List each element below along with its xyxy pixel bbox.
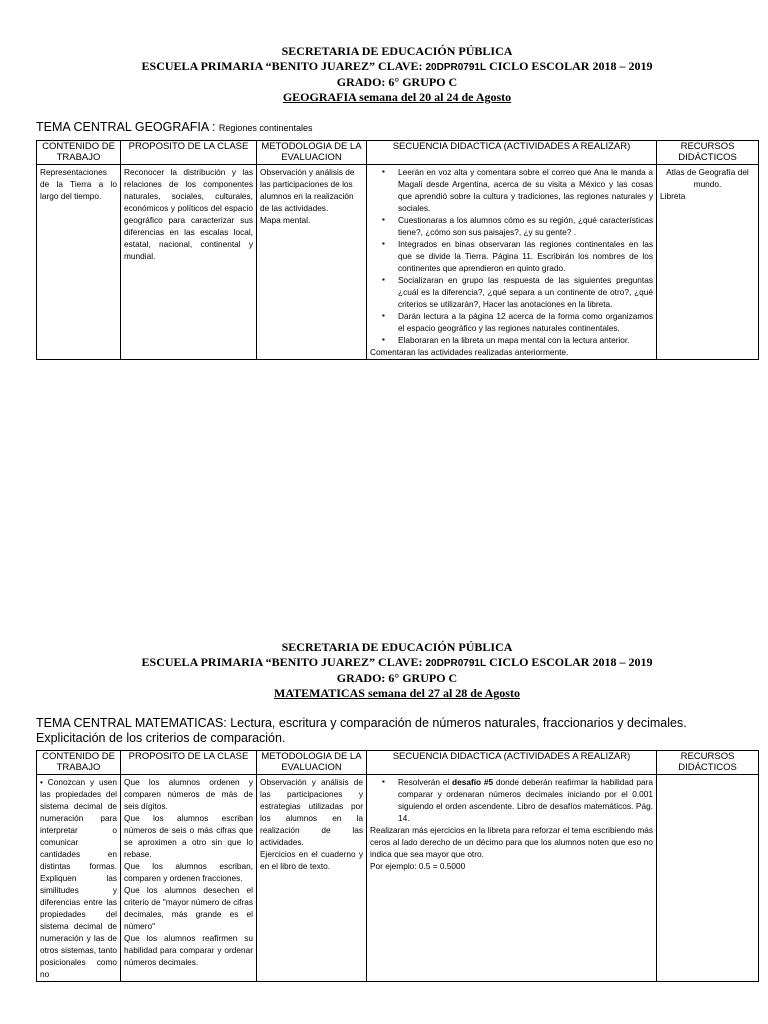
proposito-item: Que los alumnos reafirmen su habilidad para comparar y ordenar números decimales. (124, 933, 253, 967)
header-ministry: SECRETARIA DE EDUCACIÓN PÚBLICA (281, 44, 513, 58)
activity-item: ▪ Elaboraran en la libreta un mapa mental con la lectura anterior. (398, 334, 653, 346)
activity-item: ▪ Resolverán el desafío #5 donde deberán reafirmar la habilidad para comparar y ordenaran números decimales iniciando por el 0.001 siguiendo el orden ascendente. Libro de desafíos matemáticos. Pág. 14. (398, 776, 653, 824)
header-school: ESCUELA PRIMARIA “BENITO JUAREZ” CLAVE: 20DPR0791L CICLO ESCOLAR 2018 – 2019 (141, 654, 653, 669)
activity-item: ▪ Integrados en binas observaran las regiones continentales en las que se divide la Tierra. Página 11. Escribirán los nombres de los continentes que aprendieron en quinto grado. (398, 238, 653, 274)
proposito-item: Que los alumnos ordenen y comparen números de más de seis dígitos. (124, 777, 253, 811)
activity-list (370, 166, 653, 346)
activity-item: ▪ Socializaran en grupo las respuesta de las siguientes preguntas ¿cuál es la diferencia?, ¿qué separa a un continente de otro?, ¿qué criterios se utilizarán?, Hacer las anotaciones en la libreta. (398, 274, 653, 310)
table-row (37, 165, 759, 360)
header-week: MATEMATICAS semana del 27 al 28 de Agosto (274, 685, 520, 700)
desafio-label: desafío #5 (452, 777, 494, 787)
col-header-secuencia: SECUENCIA DIDACTICA (ACTIVIDADES A REALIZAR) (367, 751, 657, 775)
col-header-secuencia: SECUENCIA DIDACTICA (ACTIVIDADES A REALIZAR) (367, 141, 657, 165)
col-header-contenido: CONTENIDO DE TRABAJO (37, 141, 121, 165)
col-header-recursos: RECURSOS DIDÁCTICOS (657, 751, 759, 775)
subject-name: GEOGRAFIA (282, 89, 357, 104)
activity-list (370, 776, 653, 824)
metodologia-item: Observación y análisis de las participaciones de los alumnos en la realización de las actividades. (260, 167, 355, 213)
proposito-item: Que los alumnos escriban, comparen y ordenen fracciones. (124, 861, 253, 883)
cell-recursos (657, 165, 759, 360)
col-header-recursos: RECURSOS DIDÁCTICOS (657, 141, 759, 165)
cell-proposito: Reconocer la distribución y las relaciones de los componentes naturales, sociales, culturales, económicos y políticos del espacio geográfico para caracterizar sus diferencias en las escalas local, estatal, nacional, continental y mundial. (121, 165, 257, 360)
header-school: ESCUELA PRIMARIA “BENITO JUAREZ” CLAVE: 20DPR0791L CICLO ESCOLAR 2018 – 2019 (141, 58, 653, 73)
metodologia-item: Ejercicios en el cuaderno y en el libro de texto. (260, 849, 363, 871)
header-grade: GRADO: 6° GRUPO C (336, 671, 458, 685)
header-week: GEOGRAFIA semana del 20 al 24 de Agosto (282, 89, 512, 104)
proposito-item: Que los alumnos desechen el criterio de "mayor número de cifras decimales, más grande es el número" (124, 885, 253, 931)
table-row (37, 775, 759, 982)
activity-example: Por ejemplo: 0.5 = 0.5000 (370, 861, 466, 871)
cell-metodologia (257, 775, 367, 982)
document-header (36, 44, 758, 104)
tema-label: TEMA CENTRAL GEOGRAFIA : (36, 120, 219, 134)
proposito-item: Que los alumnos escriban números de seis o más cifras que se aproximen a otro sin que lo rebase. (124, 813, 253, 859)
document-header (36, 640, 758, 700)
cell-proposito (121, 775, 257, 982)
tema-central (36, 120, 758, 136)
table-header-row (37, 751, 759, 775)
recurso-item: Libreta (660, 191, 686, 201)
activity-paragraph: Realizaran más ejercicios en la libreta para reforzar el tema escribiendo más ceros al lado derecho de un décimo para que los alumnos noten que eso no indica que sea mayor que otro. (370, 825, 653, 859)
cell-contenido: • Conozcan y usen las propiedades del sistema decimal de numeración para interpretar o comunicar cantidades en distintas formas. Expliquen las similitudes y diferencias entre las propiedades del sistema decimal de numeración y las de otros sistemas, tanto posicionales como no (37, 775, 121, 982)
cell-secuencia (367, 165, 657, 360)
lesson-plan-geografia (36, 44, 758, 360)
tema-value: Regiones continentales (218, 123, 313, 133)
header-ministry: SECRETARIA DE EDUCACIÓN PÚBLICA (281, 640, 513, 654)
col-header-metodologia: METODOLOGIA DE LA EVALUACION (257, 141, 367, 165)
activity-closing: Comentaran las actividades realizadas anteriormente. (370, 347, 569, 357)
plan-table (36, 140, 759, 360)
header-grade: GRADO: 6° GRUPO C (336, 75, 458, 89)
metodologia-item: Observación y análisis de las participaciones y estrategias utilizadas por los alumnos en la realización de las actividades. (260, 777, 363, 847)
cell-secuencia (367, 775, 657, 982)
col-header-metodologia: METODOLOGIA DE LA EVALUACION (257, 751, 367, 775)
tema-label: TEMA CENTRAL MATEMATICAS: (36, 716, 231, 730)
recurso-item: Atlas de Geografía del mundo. (666, 167, 749, 189)
activity-item: ▪ Cuestionaras a los alumnos cómo es su región, ¿qué características tiene?, ¿cómo son sus paisajes?, ¿y su gente? . (398, 214, 653, 238)
tema-central (36, 716, 758, 746)
cell-recursos (657, 775, 759, 982)
subject-name: MATEMATICAS (274, 685, 365, 700)
activity-item: ▪ Leerán en voz alta y comentara sobre el correo que Ana le manda a Magali desde Argentina, acerca de su visita a México y las cosas que aprendió sobre la cultura y tradiciones, las regiones naturales y sociales. (398, 166, 653, 214)
plan-table (36, 750, 759, 982)
tema-value: Lectura, escritura y comparación de números naturales, fraccionarios y decimales. Explicitación de los criterios de comparación. (36, 716, 687, 745)
col-header-contenido: CONTENIDO DE TRABAJO (37, 751, 121, 775)
activity-item: ▪ Darán lectura a la página 12 acerca de la forma como organizamos el espacio geográfico y las regiones naturales continentales. (398, 310, 653, 334)
cell-metodologia (257, 165, 367, 360)
cell-contenido: Representaciones de la Tierra a lo largo del tiempo. (37, 165, 121, 360)
metodologia-item: Mapa mental. (260, 215, 311, 225)
school-code: 20DPR0791L (425, 61, 487, 73)
col-header-proposito: PROPOSITO DE LA CLASE (121, 141, 257, 165)
table-header-row (37, 141, 759, 165)
school-code: 20DPR0791L (425, 657, 487, 669)
col-header-proposito: PROPOSITO DE LA CLASE (121, 751, 257, 775)
lesson-plan-matematicas (36, 640, 758, 982)
